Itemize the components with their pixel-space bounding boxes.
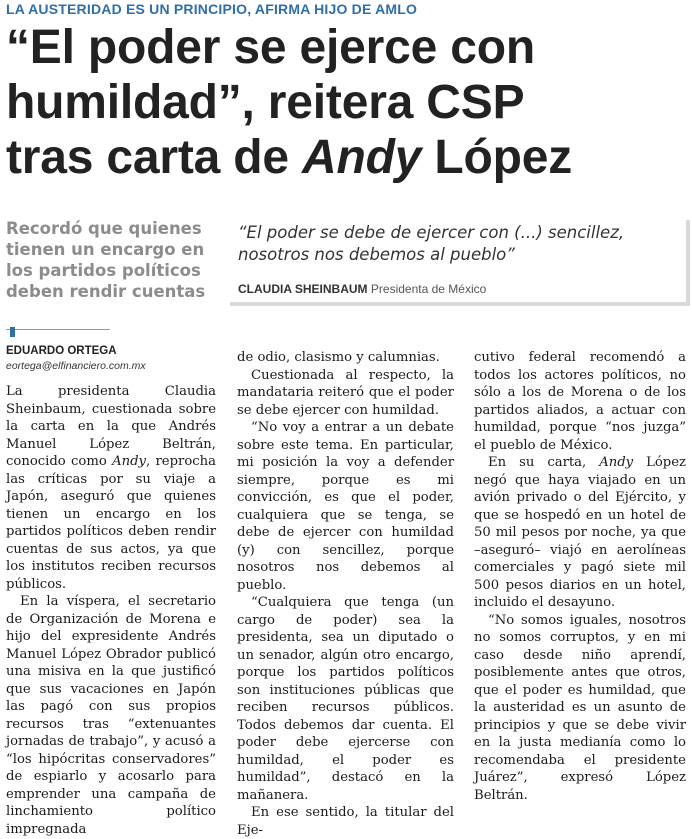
headline-line-1: “El poder se ejerce con (6, 21, 535, 74)
paragraph: “No somos iguales, nosotros no somos corruptos, y en mi caso desde niño aprendí, posiblemente antes que otros, que el poder es humildad, que la austeridad es un asunto de principios y que se debe vivir en la justa medianía como lo recomendaba el presidente Juárez”, expresó López Beltrán. (474, 612, 686, 803)
quote-speaker-name: CLAUDIA SHEINBAUM (238, 282, 368, 296)
headline-line-3-em: Andy (302, 131, 422, 184)
byline-author: EDUARDO ORTEGA (6, 345, 117, 357)
paragraph-text: López negó que haya viajado en un avión privado o del Ejército, y que se hospedó en un hotel de 50 mil pesos por noche, ya que –aseguró– viajó en aerolíneas comerciales y pagó siete mil 500 pesos diarios en un hotel, incluido el desayuno. (474, 455, 686, 610)
paragraph: de odio, clasismo y calumnias. (237, 350, 440, 365)
paragraph (6, 383, 216, 593)
headline-line-3b: López (421, 131, 573, 184)
article-column-2 (237, 349, 454, 839)
pull-quote-text: “El poder se debe de ejercer con (...) sencillez, nosotros nos debemos al pueblo” (238, 223, 625, 264)
paragraph-emphasis: Andy (112, 454, 146, 469)
byline-email[interactable]: eortega@elfinanciero.com.mx (6, 360, 146, 372)
deck-summary: Recordó que quienes tienen un encargo en los partidos políticos deben rendir cuentas (6, 219, 206, 301)
paragraph: En la víspera, el secretario de Organización de Morena e hijo del expresidente Andrés Manuel López Obrador publicó una misiva en la que justificó que sus vacaciones en Japón las pagó con sus propios recursos tras “extenuantes jornadas de trabajo”, y acusó a “los hipócritas conservadores” de espiarlo y acosarlo para emprender una campaña de linchamiento político impregnada (6, 594, 216, 837)
article-column-1 (6, 383, 216, 838)
paragraph: En ese sentido, la titular del Eje- (237, 805, 454, 838)
paragraph-text: , reprocha las críticas por su viaje a Japón, aseguró que quienes tienen un encargo en los partidos políticos deben rendir cuentas de sus actos, ya que los institutos reciben recursos públicos. (6, 454, 217, 592)
paragraph: cutivo federal recomendó a todos los actores políticos, no sólo a los de Morena o de los partidos aliados, a actuar con humildad, porque “nos juzga” el pueblo de México. (474, 350, 686, 453)
headline-line-3a: tras carta de (6, 131, 303, 184)
quote-speaker-role: Presidenta de México (370, 282, 487, 296)
paragraph: “Cualquiera que tenga (un cargo de poder) sea la presidenta, sea un diputado o un senador, algún otro encargo, porque los partidos políticos son instituciones públicas que reciben recursos públicos. Todos debemos dar cuenta. El poder debe ejercerse con humildad, el poder es humildad”, destacó en la mañanera. (237, 595, 454, 803)
paragraph: “No voy a entrar a un debate sobre este tema. En particular, mi posición la voy a defender siempre, porque es mi convicción, es que el poder, cualquiera que se tenga, se debe de ejercer con humildad (y) con sencillez, porque nosotros nos debemos al pueblo. (237, 420, 454, 593)
pull-quote-attribution (238, 282, 486, 296)
article-column-3 (474, 349, 686, 804)
headline (6, 20, 690, 185)
paragraph-text: En su carta, (488, 455, 600, 470)
paragraph: Cuestionada al respecto, la mandataria reiteró que el poder se debe ejercer con humildad. (237, 367, 454, 418)
kicker: LA AUSTERIDAD ES UN PRINCIPIO, AFIRMA HIJO DE AMLO (6, 1, 418, 17)
paragraph-emphasis: Andy (599, 455, 634, 470)
paragraph-text: La presidenta Claudia Sheinbaum, cuestionada sobre la carta en la que Andrés Manuel López Beltrán, conocido como (6, 384, 216, 469)
paragraph (474, 454, 686, 612)
pull-quote (230, 220, 690, 306)
headline-line-2: humildad”, reitera CSP (6, 76, 525, 129)
byline-divider (6, 329, 110, 330)
byline-accent-mark (10, 327, 15, 337)
